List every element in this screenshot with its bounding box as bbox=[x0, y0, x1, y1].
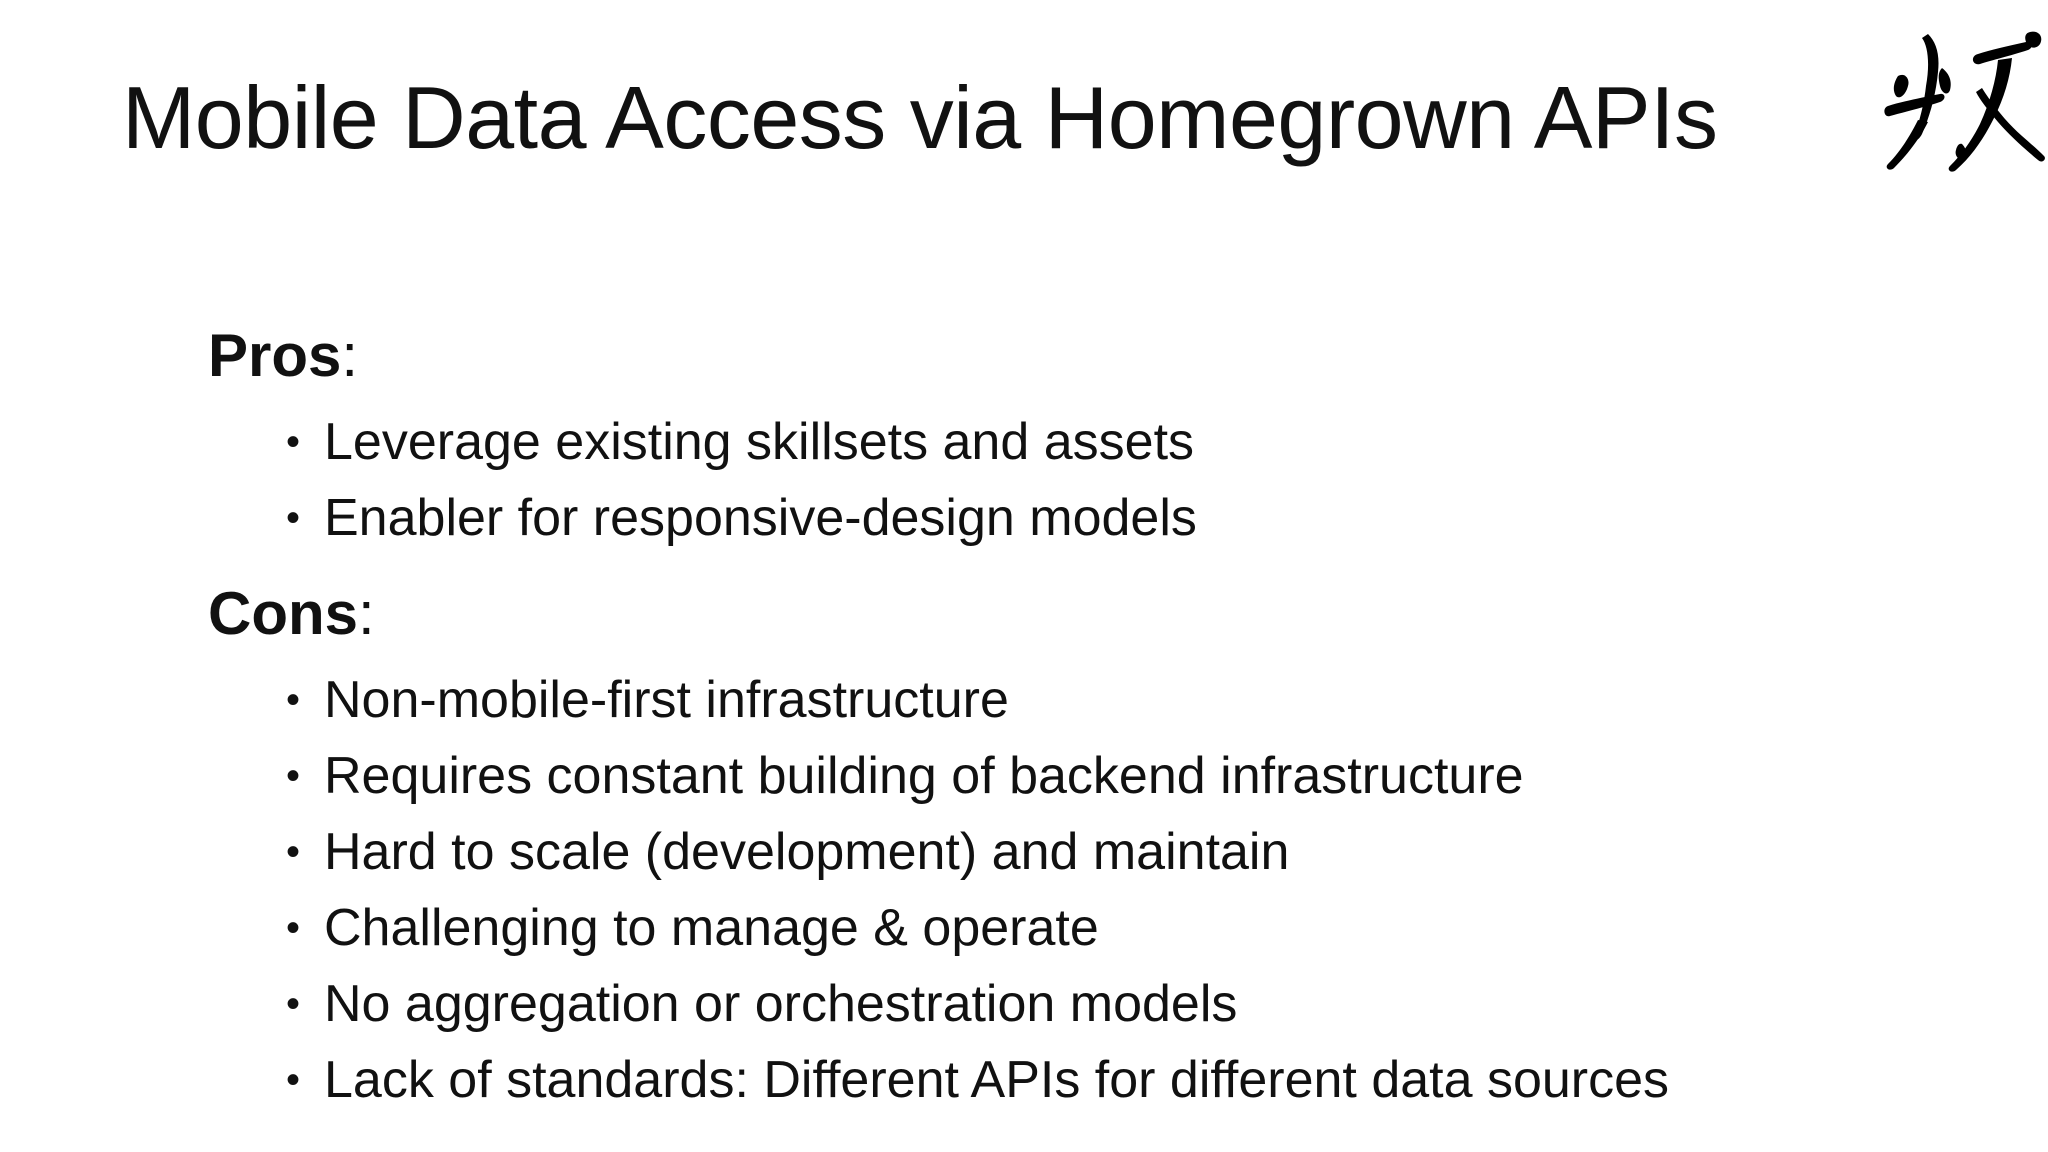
pros-heading-label: Pros bbox=[208, 322, 342, 389]
cons-list-item bbox=[208, 814, 2008, 890]
bullet-icon: • bbox=[286, 678, 301, 722]
bullet-icon: • bbox=[286, 982, 301, 1026]
pros-heading-colon: : bbox=[341, 322, 359, 389]
cons-item-text: Challenging to manage & operate bbox=[324, 899, 1099, 957]
slide-body bbox=[208, 320, 2008, 1118]
cons-item-text: No aggregation or orchestration models bbox=[324, 975, 1238, 1033]
bullet-icon: • bbox=[286, 754, 301, 798]
pros-list-item bbox=[208, 480, 2008, 556]
cons-heading-colon: : bbox=[358, 580, 375, 647]
bullet-icon: • bbox=[286, 906, 301, 950]
bullet-icon: • bbox=[286, 420, 301, 464]
pros-section bbox=[208, 320, 2008, 556]
bullet-icon: • bbox=[286, 1058, 301, 1102]
cons-list-item bbox=[208, 1042, 2008, 1118]
bullet-icon: • bbox=[286, 496, 301, 540]
bullet-icon: • bbox=[286, 830, 301, 874]
cons-list-item bbox=[208, 890, 2008, 966]
pros-item-text: Leverage existing skillsets and assets bbox=[324, 413, 1195, 471]
cons-section bbox=[208, 578, 2008, 1118]
pros-list-item bbox=[208, 404, 2008, 480]
cons-list-item bbox=[208, 966, 2008, 1042]
pros-list bbox=[208, 404, 2008, 556]
cons-item-text: Non-mobile-first infrastructure bbox=[324, 671, 1009, 729]
pros-heading bbox=[208, 320, 2008, 404]
cons-heading bbox=[208, 578, 2008, 662]
cons-list bbox=[208, 662, 2008, 1118]
pros-item-text: Enabler for responsive-design models bbox=[324, 489, 1197, 547]
slide-title: Mobile Data Access via Homegrown APIs bbox=[122, 68, 1718, 167]
cons-item-text: Lack of standards: Different APIs for different data sources bbox=[324, 1051, 1670, 1109]
cons-item-text: Hard to scale (development) and maintain bbox=[324, 823, 1290, 881]
cons-list-item bbox=[208, 662, 2008, 738]
cons-item-text: Requires constant building of backend infrastructure bbox=[324, 747, 1524, 805]
calligraphy-logo-icon bbox=[1880, 24, 2048, 182]
cons-heading-label: Cons bbox=[208, 580, 358, 647]
cons-list-item bbox=[208, 738, 2008, 814]
